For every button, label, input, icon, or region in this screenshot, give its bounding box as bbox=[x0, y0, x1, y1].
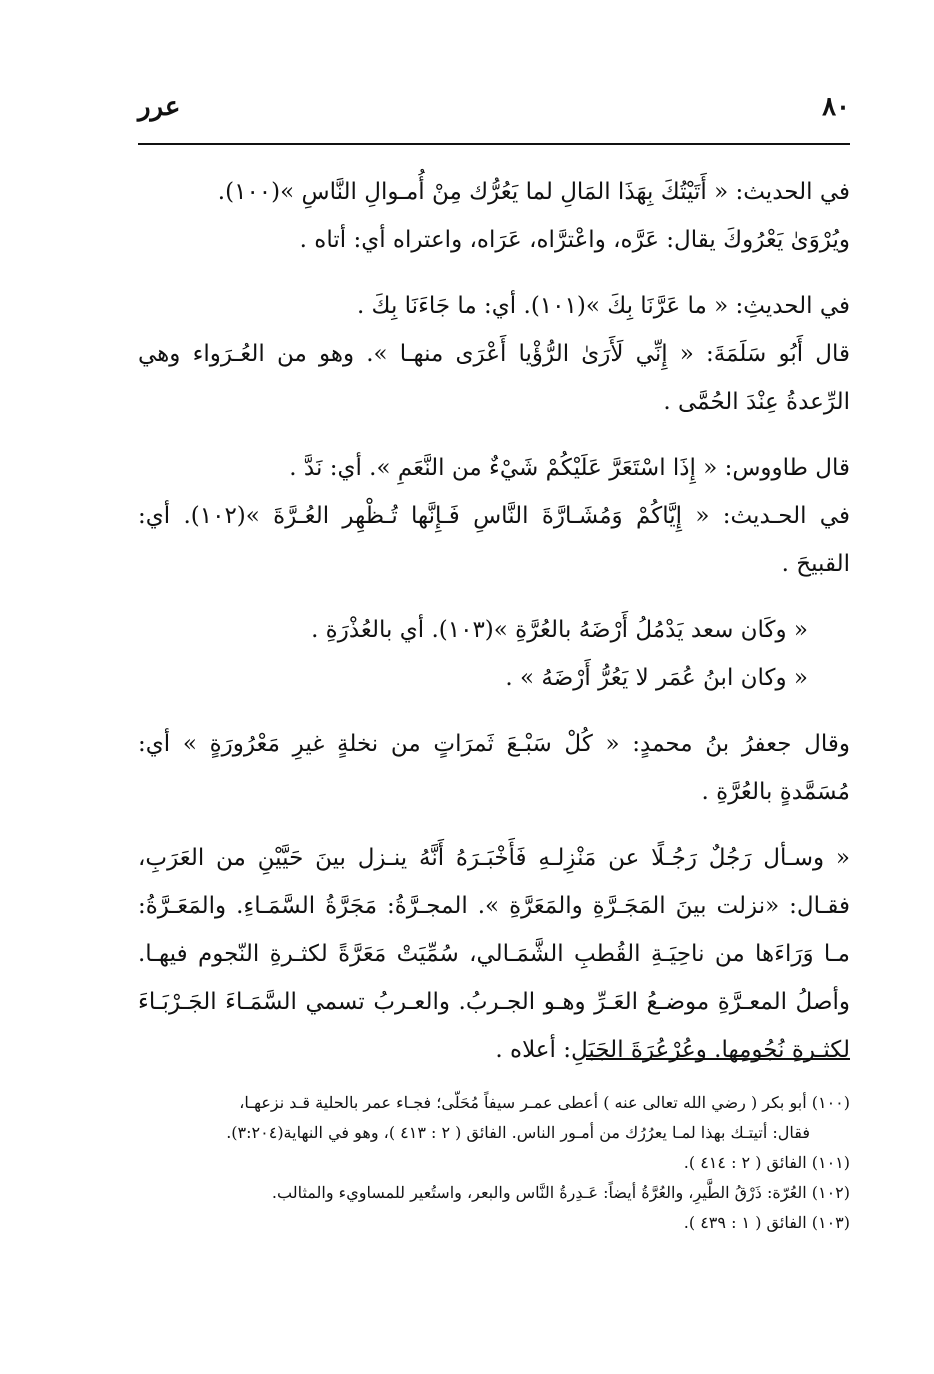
paragraph: ويُرْوَىٰ يَعْرُوكَ يقال: عَرَّه، واعْترَّاه، عَرَاه، واعتراه أي: أتاه . bbox=[299, 227, 850, 253]
paragraph: في الحـديث: « إِيَّاكُمْ وَمُشَـارَّةَ النَّاسِ فَـإِنَّها تُـظْهِر العُـرَّةَ »(١٠٢). أي: القبيحَ . bbox=[138, 503, 850, 577]
footnote: (١٠١) الفائق ( ٢ : ٤١٤ ). bbox=[683, 1153, 850, 1172]
footnote: (١٠٠) أبو بكر ( رضي الله تعالى عنه ) أعطى عمـر سيفاً مُحَلّى؛ فجـاء عمر بالحلية قـد نزعهـا، bbox=[239, 1093, 850, 1112]
footnote: (١٠٢) العُرّة: ذَرْقُ الطَّيرِ، والعُرَّةُ أيضاً: عَـدِرةُ النَّاس والبعر، واستُعير للمساويء والمثالب. bbox=[271, 1183, 850, 1202]
footnotes bbox=[138, 1088, 850, 1238]
paragraph: قال أَبُو سَلَمَةَ: « إِنِّي لَأَرَىٰ الرُّؤْيا أَعْرَى منهـا ». وهو من العُـرَواء وهي الرِّعدةُ عِنْدَ الحُمَّى . bbox=[138, 341, 850, 415]
header-rule bbox=[138, 143, 850, 145]
page-header bbox=[138, 92, 850, 132]
body-text bbox=[138, 168, 850, 1074]
paragraph: في الحديث: « أَتَيْتُكَ بِهَذَا المَالِ لما يَعُرُّك مِنْ أُمـوالِ النَّاسِ »(١٠٠). bbox=[217, 179, 850, 205]
paragraph: « وكان ابنُ عُمَر لا يَعُرُّ أَرْضَهُ » . bbox=[505, 665, 808, 691]
footnote-continuation: فقال: أتيتـك بهذا لمـا يعرُرُك من أمـور الناس. الفائق ( ٢ : ٤١٣ )، وهو في النهاية(٣:٢٠٤). bbox=[226, 1123, 810, 1142]
footnote: (١٠٣) الفائق ( ١ : ٤٣٩ ). bbox=[683, 1213, 850, 1232]
page-number: ٨٠ bbox=[822, 92, 850, 122]
running-head: عرر bbox=[138, 92, 181, 122]
footnote-rule bbox=[586, 1058, 850, 1060]
paragraph: في الحديثِ: « ما عَرَّنَا بِكَ »(١٠١). أي: ما جَاءَنَا بِكَ . bbox=[356, 293, 850, 319]
paragraph: وقال جعفرُ بنُ محمدٍ: « كُلْ سَبْـعَ ثَمرَاتٍ من نخلةٍ غيرِ مَعْرُورَةٍ » أي: مُسَمَّدةٍ بالعُرَّةِ . bbox=[138, 731, 850, 805]
paragraph: « وسـأل رَجُلٌ رَجُـلًا عن مَنْزِلـهِ فَأَخْبَـرَهُ أَنَّهُ ينـزل بينَ حَيَّيْنِ من العَرَبِ، فقـال: «نزلت بينَ المَجَـرَّةِ والمَعَرَّةِ ». المجـرَّةُ: مَجَرَّةُ السَّمَـاءِ. والمَعَـرَّةُ: مـا وَرَاءَها من ناحِيَـةِ القُطبِ الشَّمَـالي، سُمِّيَتْ مَعَرَّةً لكثـرةِ النّجوم فيهـا. وأصلُ المعـرَّةِ موضـعُ العَـرِّ وهـو الجـربُ. والعـربُ تسمي السَّمَـاءَ الجَـرْبَـاءَ لكثـرةِ نُجُومِها. وعُرْعُرَةَ الجَبَلِ: أعلاه . bbox=[138, 845, 850, 1063]
paragraph: قال طاووس: « إِذَا اسْتَعَرَّ عَلَيْكُمْ شَيْءٌ من النَّعَمِ ». أي: نَدَّ . bbox=[289, 455, 850, 481]
paragraph: « وكَان سعد يَدْمُلُ أَرْضَهُ بالعُرَّةِ »(١٠٣). أي بالعُذْرَةِ . bbox=[311, 617, 808, 643]
